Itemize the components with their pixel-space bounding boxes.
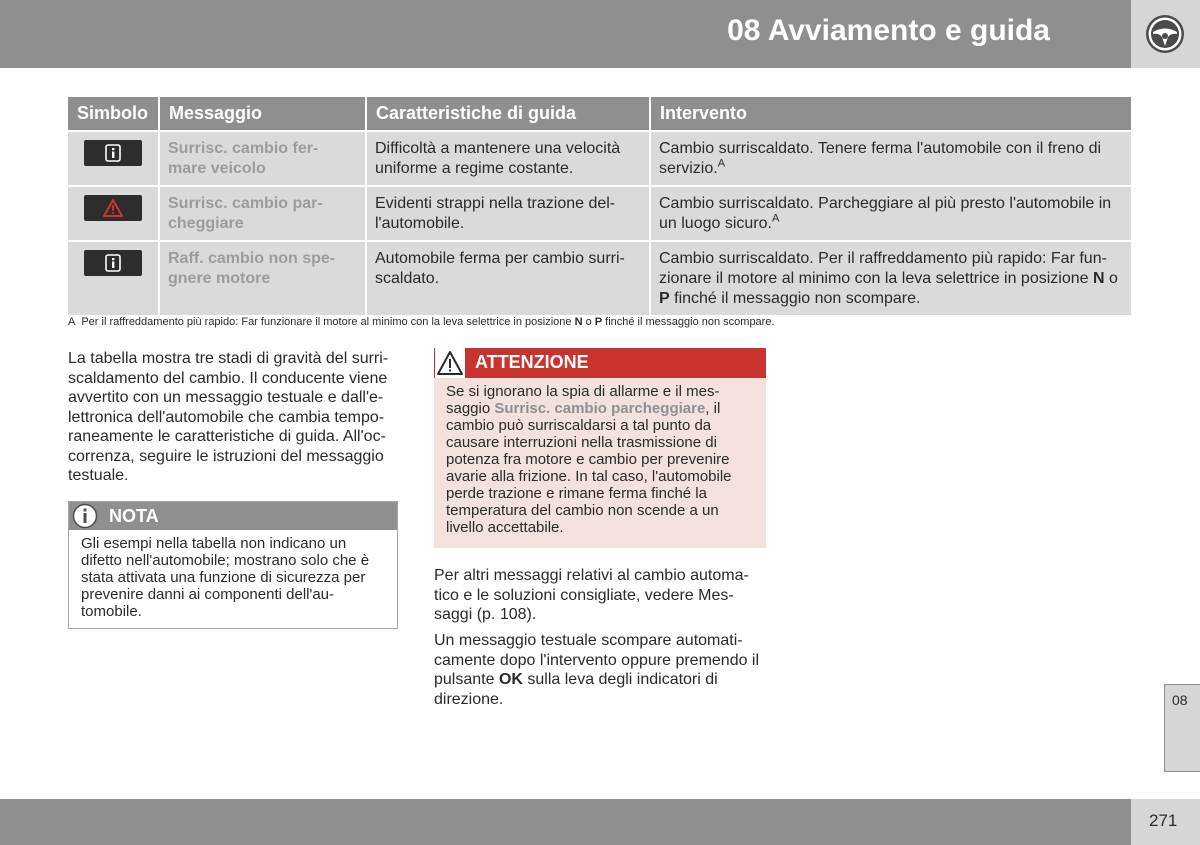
action-cell bbox=[650, 131, 1131, 186]
message-cell bbox=[159, 241, 366, 315]
footnote-ref: A bbox=[771, 212, 780, 225]
note-text: Gli esempi nella tabella non indicano un difetto nell'automobile; mostrano solo che è stata attivata una funzione di sicurezza per prevenire danni ai componenti dell'au-tomobile. bbox=[81, 535, 370, 620]
action-text: Cambio surriscaldato. Parcheggiare al più presto l'automobile in un luogo sicuro. bbox=[659, 195, 1112, 232]
warning-triangle-icon bbox=[84, 195, 142, 221]
note-label: NOTA bbox=[109, 506, 159, 526]
messages-table bbox=[68, 97, 1131, 315]
message-cell bbox=[159, 186, 366, 241]
characteristics-cell: Evidenti strappi nella trazione del-l'automobile. bbox=[366, 186, 650, 241]
table-row bbox=[68, 186, 1131, 241]
message-text: Raff. cambio non spe- bbox=[168, 250, 336, 267]
action-text: finché il messaggio non scompare. bbox=[669, 290, 921, 307]
column-header: Messaggio bbox=[159, 97, 366, 131]
column-header: Intervento bbox=[650, 97, 1131, 131]
chapter-side-tab bbox=[1164, 684, 1200, 772]
header-bar bbox=[0, 0, 1131, 68]
footnote-text: Per il raffreddamento più rapido: Far funzionare il motore al minimo con la leva selettrice in posizione bbox=[81, 316, 575, 328]
action-text: o bbox=[1104, 270, 1118, 287]
message-text: Surrisc. cambio par- bbox=[168, 195, 323, 212]
intro-paragraph: La tabella mostra tre stadi di gravità del surri-scaldamento del cambio. Il conducente viene avvertito con un messaggio testuale e dall'e-lettronica dell'automobile che cambia tempo-raneamente le caratteristiche di guida. All'oc-correnza, seguire le istruzioni del messaggio testuale. bbox=[68, 350, 389, 484]
warning-label: ATTENZIONE bbox=[475, 352, 589, 372]
ok-button-paragraph bbox=[434, 631, 764, 709]
gear-position-n: N bbox=[1092, 270, 1105, 287]
paragraph-text: sulla leva degli indicatori di direzione. bbox=[434, 671, 718, 708]
ok-button-label: OK bbox=[498, 671, 523, 688]
warning-triangle-icon bbox=[435, 348, 465, 378]
action-cell bbox=[650, 241, 1131, 315]
info-icon bbox=[84, 250, 142, 276]
footnote-ref: A bbox=[717, 157, 726, 170]
action-text: Cambio surriscaldato. Per il raffreddamento più rapido: Far fun-zionare il motore al minimo con la leva selettrice in posizione bbox=[659, 250, 1107, 287]
gear-position-p: P bbox=[659, 290, 670, 307]
characteristics-cell: Automobile ferma per cambio surri-scaldato. bbox=[366, 241, 650, 315]
message-cell bbox=[159, 131, 366, 186]
message-text: cheggiare bbox=[168, 215, 244, 232]
warning-header bbox=[434, 348, 766, 378]
warning-text-part: , il cambio può surriscaldarsi a tal punto da causare interruzioni nella trasmissione di potenza fra motore e cambio per prevenire avarie alla frizione. In tal caso, l'automobile perde trazione e rimane ferma finché la temperatura del cambio non scende a un livello accettabile. bbox=[446, 400, 732, 536]
footnote-text: o bbox=[582, 316, 595, 328]
chapter-title: 08 Avviamento e guida bbox=[727, 14, 1050, 47]
side-tab-label: 08 bbox=[1172, 692, 1188, 708]
message-text: gnere motore bbox=[168, 270, 271, 287]
footer-bar bbox=[0, 799, 1131, 845]
chapter-icon-box bbox=[1131, 0, 1200, 68]
table-row bbox=[68, 131, 1131, 186]
message-text: Surrisc. cambio fer- bbox=[168, 140, 319, 157]
footnote-bold: N bbox=[574, 316, 583, 328]
table-header-row bbox=[68, 97, 1131, 131]
action-text: Cambio surriscaldato. Tenere ferma l'automobile con il freno di servizio. bbox=[659, 140, 1102, 177]
page-number: 271 bbox=[1149, 811, 1178, 830]
message-text: mare veicolo bbox=[168, 160, 266, 177]
page-number-box bbox=[1131, 799, 1200, 845]
characteristics-cell: Difficoltà a mantenere una velocità uniforme a regime costante. bbox=[366, 131, 650, 186]
note-box bbox=[68, 501, 398, 629]
steering-wheel-icon bbox=[1144, 13, 1186, 55]
note-header bbox=[69, 502, 397, 530]
symbol-cell bbox=[68, 131, 159, 186]
paragraph-text: Un messaggio testuale scompare automati-camente dopo l'intervento oppure premendo il pulsante bbox=[434, 632, 760, 688]
column-header: Simbolo bbox=[68, 97, 159, 131]
symbol-cell bbox=[68, 186, 159, 241]
footnote-bold: P bbox=[594, 316, 603, 328]
warning-text bbox=[434, 378, 766, 536]
warning-box bbox=[434, 348, 766, 548]
messages-reference-paragraph: Per altri messaggi relativi al cambio automa-tico e le soluzioni consigliate, vedere Mes-saggi (p. 108). bbox=[434, 567, 749, 623]
action-cell bbox=[650, 186, 1131, 241]
footnote-mark: A bbox=[68, 316, 76, 328]
warning-message-name: Surrisc. cambio parcheggiare bbox=[494, 400, 706, 417]
symbol-cell bbox=[68, 241, 159, 315]
table-footnote bbox=[68, 316, 775, 328]
info-circle-icon bbox=[72, 503, 98, 529]
footnote-text: finché il messaggio non scompare. bbox=[602, 316, 775, 328]
info-icon bbox=[84, 140, 142, 166]
table-row bbox=[68, 241, 1131, 315]
warning-text-part: Se si ignorano la spia di allarme e il mes-saggio bbox=[446, 383, 720, 417]
column-header: Caratteristiche di guida bbox=[366, 97, 650, 131]
